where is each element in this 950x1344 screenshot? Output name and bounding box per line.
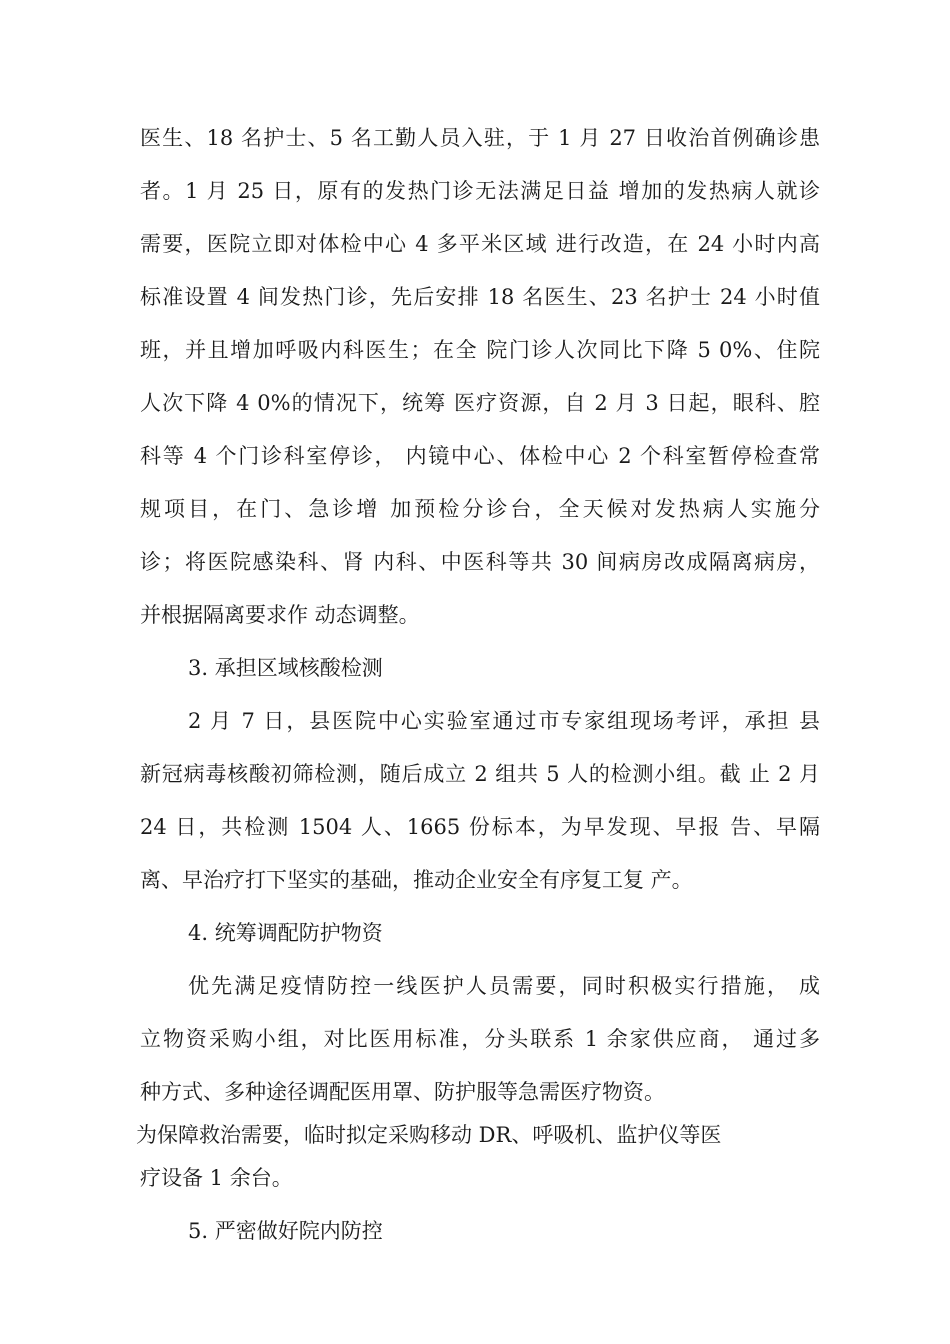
text-line: 并根据隔离要求作 动态调整。 <box>140 603 420 627</box>
text-line: 为保障救治需要，临时拟定采购移动 DR、呼吸机、监护仪等医 <box>136 1123 722 1147</box>
text-line: 班，并且增加呼吸内科医生；在全 院门诊人次同比下降 5 0%、住院 <box>140 338 820 362</box>
text-line: 医生、18 名护士、5 名工勤人员入驻，于 1 月 27 日收治首例确诊患 <box>140 126 820 150</box>
section-heading: 4. 统筹调配防护物资 <box>188 921 383 945</box>
section-heading: 3. 承担区域核酸检测 <box>188 656 383 680</box>
text-line: 人次下降 4 0%的情况下，统筹 医疗资源，自 2 月 3 日起，眼科、腔 <box>140 391 820 415</box>
text-line: 新冠病毒核酸初筛检测，随后成立 2 组共 5 人的检测小组。截 止 2 月 <box>140 762 820 786</box>
text-line: 离、早治疗打下坚实的基础，推动企业安全有序复工复 产。 <box>140 868 693 892</box>
text-line: 疗设备 1 余台。 <box>140 1166 293 1190</box>
text-line: 需要，医院立即对体检中心 4 多平米区域 进行改造，在 24 小时内高 <box>140 232 820 256</box>
section-heading: 5. 严密做好院内防控 <box>188 1219 383 1243</box>
text-line: 者。1 月 25 日，原有的发热门诊无法满足日益 增加的发热病人就诊 <box>140 179 820 203</box>
text-line: 诊；将医院感染科、肾 内科、中医科等共 30 间病房改成隔离病房， <box>140 550 820 574</box>
text-line: 2 月 7 日，县医院中心实验室通过市专家组现场考评，承担 县 <box>188 709 820 733</box>
text-line: 标准设置 4 间发热门诊，先后安排 18 名医生、23 名护士 24 小时值 <box>140 285 820 309</box>
text-line: 立物资采购小组，对比医用标准，分头联系 1 余家供应商， 通过多 <box>140 1027 820 1051</box>
text-line: 规项目，在门、急诊增 加预检分诊台，全天候对发热病人实施分 <box>140 497 820 521</box>
text-line: 科等 4 个门诊科室停诊， 内镜中心、体检中心 2 个科室暂停检查常 <box>140 444 820 468</box>
text-line: 24 日，共检测 1504 人、1665 份标本，为早发现、早报 告、早隔 <box>140 815 820 839</box>
text-line: 优先满足疫情防控一线医护人员需要，同时积极实行措施， 成 <box>188 974 820 998</box>
text-line: 种方式、多种途径调配医用罩、防护服等急需医疗物资。 <box>140 1080 665 1104</box>
